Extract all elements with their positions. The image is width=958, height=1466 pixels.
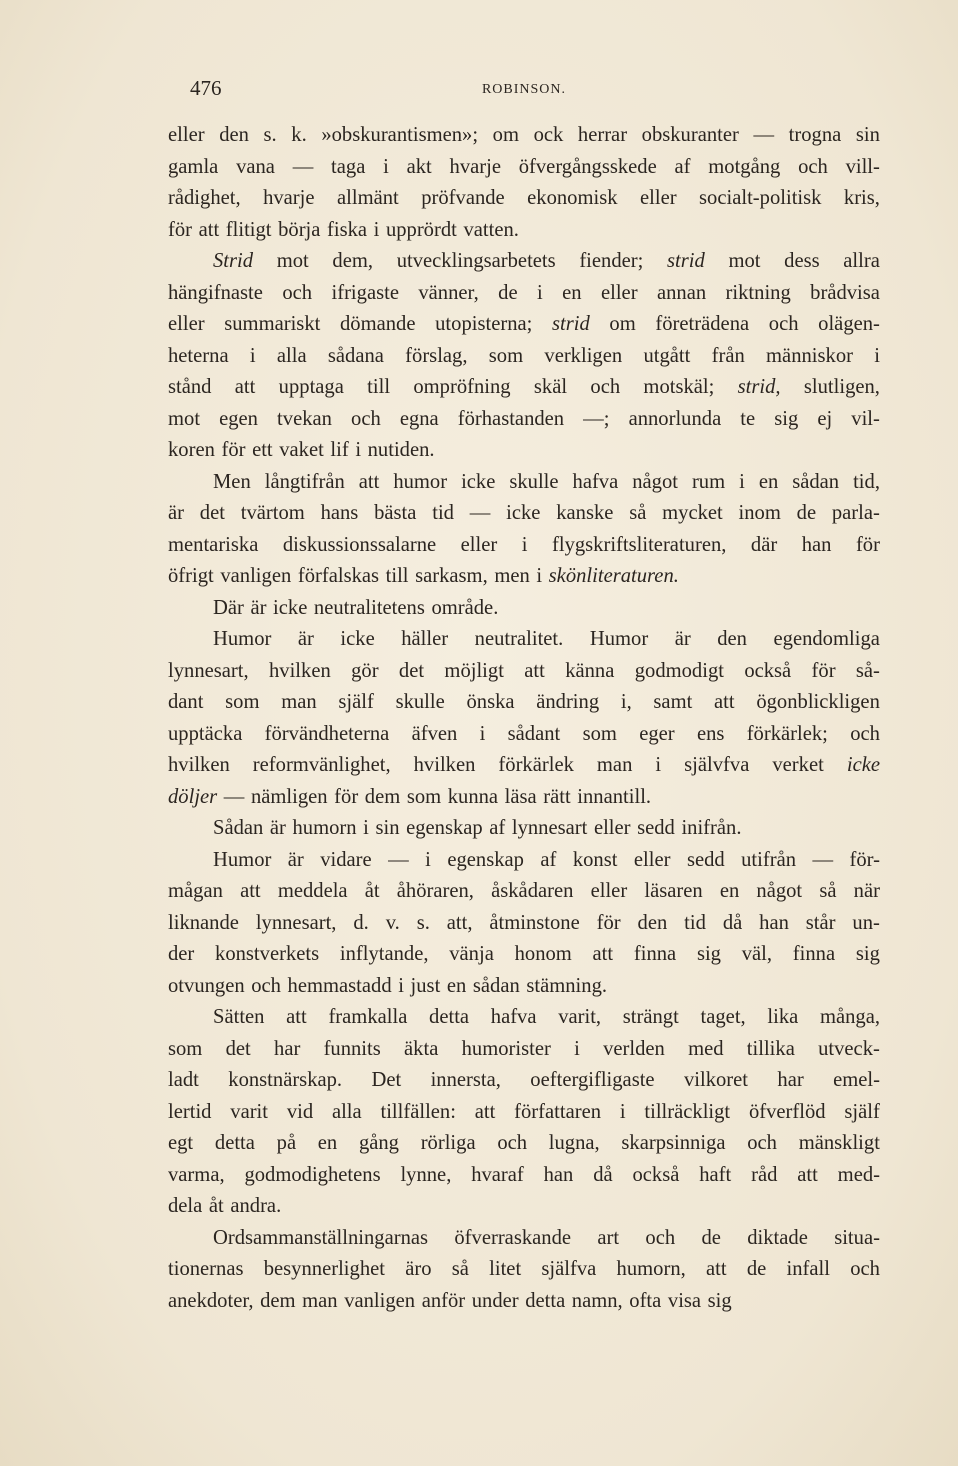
text-line: gamla vana — taga i akt hvarje öfvergångsskede af motgång och vill- (168, 155, 880, 178)
text-line: dant som man själf skulle önska ändring i, samt att ögonblickligen (168, 691, 880, 713)
text-line: Där är icke neutralitetens område. (213, 596, 499, 619)
text-line: Humor är icke häller neutralitet. Humor är den egendomliga (213, 628, 880, 650)
text-line: dela åt andra. (168, 1195, 282, 1217)
paragraph (168, 624, 880, 813)
text-line: eller summariskt dömande utopisterna; strid om företrädena och olägen- (168, 313, 880, 335)
text-line: liknande lynnesart, d. v. s. att, åtminstone för den tid då han står un- (168, 911, 880, 934)
text-line: hängifnaste och ifrigaste vänner, de i en eller annan riktning brådvisa (168, 281, 880, 304)
text-line: öfrigt vanligen förfalskas till sarkasm, men i skönliteraturen. (168, 565, 679, 587)
text-line: lynnesart, hvilken gör det möjligt att känna godmodigt också för så- (168, 659, 880, 682)
text-line: döljer — nämligen för dem som kunna läsa rätt innantill. (168, 785, 652, 808)
text-line: otvungen och hemmastadd i just en sådan stämning. (168, 974, 608, 997)
text-line: lertid varit vid alla tillfällen: att författaren i tillräckligt öfverflöd själf (168, 1100, 880, 1123)
paragraph (168, 593, 880, 625)
paragraph (168, 120, 880, 246)
text-line: koren för ett vaket lif i nutiden. (168, 439, 435, 461)
text-line: är det tvärtom hans bästa tid — icke kanske så mycket inom de parla- (168, 502, 880, 524)
paragraph (168, 813, 880, 845)
text-line: stånd att upptaga till ompröfning skäl och motskäl; strid, slutligen, (168, 376, 880, 398)
page-number: 476 (190, 76, 222, 100)
text-line: Strid mot dem, utvecklingsarbetets fiender; strid mot dess allra (213, 250, 880, 272)
text-line: hvilken reformvänlighet, hvilken förkärlek man i självfva verket icke (168, 754, 880, 776)
running-title: ROBINSON. (481, 82, 567, 97)
paragraph (168, 467, 880, 593)
text-line: Sådan är humorn i sin egenskap af lynnesart eller sedd inifrån. (213, 817, 742, 839)
body-text (168, 120, 880, 1317)
text-line: ladt konstnärskap. Det innersta, oeftergifligaste vilkoret har emel- (168, 1069, 880, 1091)
paragraph (168, 246, 880, 467)
text-line: tionernas besynnerlighet äro så litet själfva humorn, att de infall och (168, 1258, 880, 1280)
text-line: som det har funnits äkta humorister i verlden med tillika utveck- (168, 1037, 880, 1060)
text-line: Sätten att framkalla detta hafva varit, strängt taget, lika många, (213, 1006, 880, 1028)
paragraph (168, 1223, 880, 1318)
text-line: Men långtifrån att humor icke skulle hafva något rum i en sådan tid, (213, 470, 880, 493)
text-line: upptäcka förvändheterna äfven i sådant som eger ens förkärlek; och (168, 722, 880, 745)
text-line: der konstverkets inflytande, vänja honom att finna sig väl, finna sig (168, 943, 880, 965)
text-line: egt detta på en gång rörliga och lugna, skarpsinniga och mänskligt (168, 1132, 880, 1154)
text-line: Ordsammanställningarnas öfverraskande art och de diktade situa- (213, 1226, 880, 1249)
paragraph (168, 845, 880, 1003)
text-line: mentariska diskussionssalarne eller i flygskriftsliteraturen, där han för (168, 533, 880, 556)
text-line: eller den s. k. »obskurantismen»; om ock herrar obskuranter — trogna sin (168, 124, 880, 146)
text-line: Humor är vidare — i egenskap af konst eller sedd utifrån — för- (213, 848, 880, 871)
page-header (168, 76, 880, 106)
text-line: rådighet, hvarje allmänt pröfvande ekonomisk eller socialt-politisk kris, (168, 187, 880, 209)
text-line: mågan att meddela åt åhöraren, åskådaren eller läsaren en något så när (168, 880, 880, 902)
text-line: mot egen tvekan och egna förhastanden —; annorlunda te sig ej vil- (168, 407, 880, 430)
text-line: för att flitigt börja fiska i upprördt vatten. (168, 218, 519, 241)
text-line: heterna i alla sådana förslag, som verkligen utgått från människor i (168, 344, 880, 367)
paragraph (168, 1002, 880, 1223)
text-line: varma, godmodighetens lynne, hvaraf han då också haft råd att med- (168, 1163, 880, 1186)
text-line: anekdoter, dem man vanligen anför under detta namn, ofta visa sig (168, 1289, 732, 1312)
